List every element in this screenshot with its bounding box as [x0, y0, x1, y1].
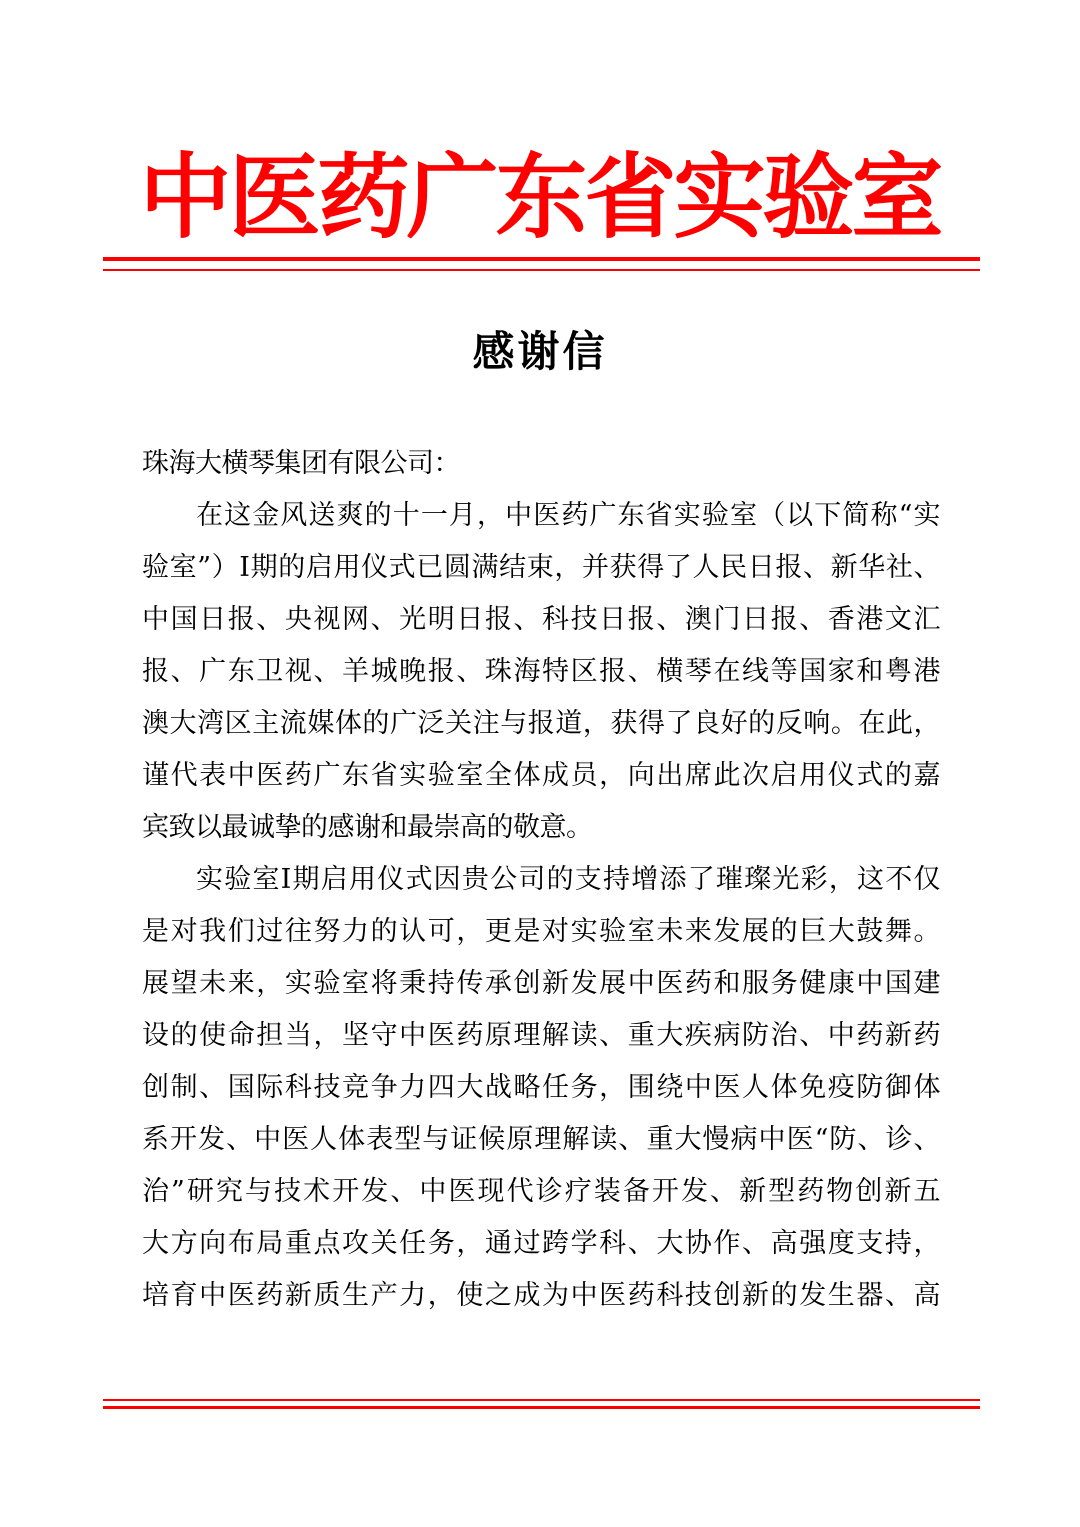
footer-rule-thick [103, 1406, 980, 1409]
letter-line: 报、广东卫视、羊城晚报、珠海特区报、横琴在线等国家和粤港 [142, 656, 940, 687]
letterhead-rule-thick [103, 257, 980, 261]
letter-line: 在这金风送爽的十一月，中医药广东省实验室（以下简称“实 [196, 500, 940, 531]
letter-line: 大方向布局重点攻关任务，通过跨学科、大协作、高强度支持， [142, 1228, 940, 1259]
letter-line: 验室”）I期的启用仪式已圆满结束，并获得了人民日报、新华社、 [142, 552, 940, 583]
letter-line: 培育中医药新质生产力，使之成为中医药科技创新的发生器、高 [142, 1280, 940, 1311]
letter-line: 珠海大横琴集团有限公司： [142, 448, 460, 479]
footer-rule-thin [103, 1399, 980, 1401]
letter-line: 谨代表中医药广东省实验室全体成员，向出席此次启用仪式的嘉 [142, 760, 940, 791]
letter-line: 中国日报、央视网、光明日报、科技日报、澳门日报、香港文汇 [142, 604, 940, 635]
letterhead-rule-thin [103, 269, 980, 271]
letter-line: 系开发、中医人体表型与证候原理解读、重大慢病中医“防、诊、 [142, 1124, 940, 1155]
letter-line: 创制、国际科技竞争力四大战略任务，围绕中医人体免疫防御体 [142, 1072, 940, 1103]
letterhead-title: 中医药广东省实验室 [139, 143, 941, 251]
letter-line: 设的使命担当，坚守中医药原理解读、重大疾病防治、中药新药 [142, 1020, 940, 1051]
letter-line: 展望未来，实验室将秉持传承创新发展中医药和服务健康中国建 [142, 968, 940, 999]
letter-line: 澳大湾区主流媒体的广泛关注与报道，获得了良好的反响。在此， [142, 708, 940, 739]
letter-line: 是对我们过往努力的认可，更是对实验室未来发展的巨大鼓舞。 [142, 916, 940, 947]
document-title: 感谢信 [472, 327, 608, 376]
letter-line: 治”研究与技术开发、中医现代诊疗装备开发、新型药物创新五 [142, 1176, 940, 1207]
letter-line: 实验室I期启用仪式因贵公司的支持增添了璀璨光彩，这不仅 [196, 864, 940, 895]
letter-body [142, 438, 940, 1322]
letter-line: 宾致以最诚挚的感谢和最崇高的敬意。 [142, 812, 593, 843]
